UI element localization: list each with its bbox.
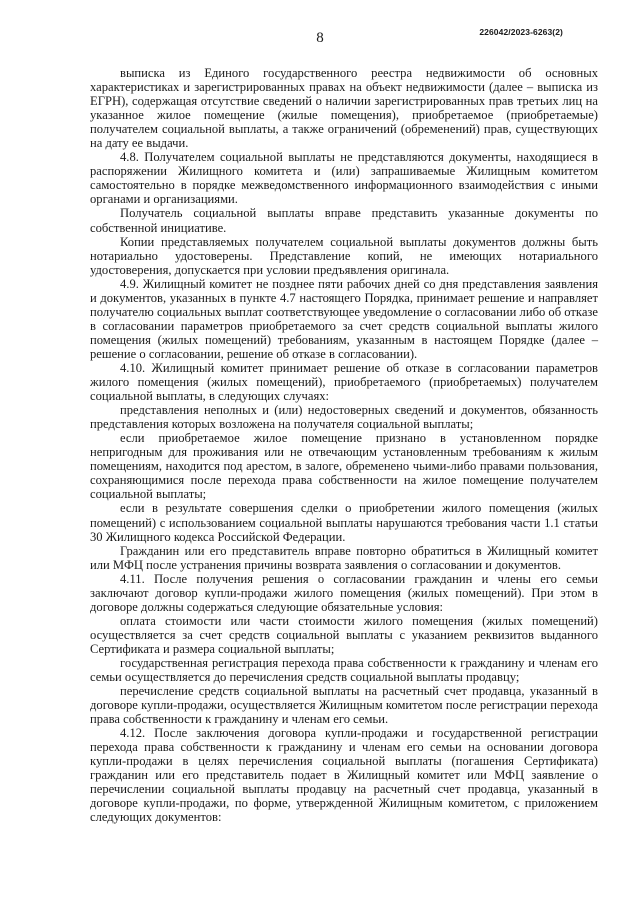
paragraph: если приобретаемое жилое помещение признано в установленном порядке непригодным для проживания или не отвечающим установленным требованиям к жилым помещениям, находится под арестом, в залоге, обременено чьими-либо правами пользования, сохраняющимися после перехода права собственности на жилое помещение получателем социальной выплаты; bbox=[90, 431, 598, 502]
paragraph: представления неполных и (или) недостоверных сведений и документов, обязанность представления которых возложена на получателя социальной выплаты; bbox=[90, 403, 598, 432]
paragraph: 4.9. Жилищный комитет не позднее пяти рабочих дней со дня представления заявления и документов, указанных в пункте 4.7 настоящего Порядка, принимает решение и направляет получателю социальных выплат соответствующее уведомление о согласовании либо об отказе в согласовании параметров приобретаемого за счет средств социальной выплаты жилого помещения (жилых помещений) требованиям, указанным в настоящем Порядке (далее – решение о согласовании, решение об отказе в согласовании). bbox=[90, 276, 598, 361]
paragraph: если в результате совершения сделки о приобретении жилого помещения (жилых помещений) с использованием социальной выплаты нарушаются требования части 1.1 статьи 30 Жилищного кодекса Российской Федерации. bbox=[90, 501, 598, 544]
paragraph: перечисление средств социальной выплаты на расчетный счет продавца, указанный в договоре купли-продажи, осуществляется Жилищным комитетом после регистрации перехода права собственности к гражданину и членам его семьи. bbox=[90, 684, 598, 727]
paragraph: 4.10. Жилищный комитет принимает решение об отказе в согласовании параметров жилого помещения (жилых помещений), приобретаемого (приобретаемых) получателем социальной выплаты, в следующих случаях: bbox=[90, 360, 598, 404]
paragraph: 4.12. После заключения договора купли-продажи и государственной регистрации перехода права собственности к гражданину и членам его семьи на основании договора купли-продажи в целях перечисления социальной выплаты (погашения Сертификата) гражданин или его представитель подает в Жилищный комитет или МФЦ заявление о перечислении социальной выплаты продавцу на расчетный счет продавца, указанный в договоре купли-продажи, по форме, утвержденной Жилищным комитетом, с приложением следующих документов: bbox=[90, 726, 598, 825]
paragraph: Получатель социальной выплаты вправе представить указанные документы по собственной инициативе. bbox=[90, 206, 598, 235]
document-body bbox=[90, 66, 598, 825]
paragraph: оплата стоимости или части стоимости жилого помещения (жилых помещений) осуществляется за счет средств социальной выплаты с указанием реквизитов выданного Сертификата и размера социальной выплаты; bbox=[90, 613, 598, 656]
paragraph: государственная регистрация перехода права собственности к гражданину и членам его семьи осуществляется до перечисления средств социальной выплаты продавцу; bbox=[90, 655, 598, 685]
paragraph: Гражданин или его представитель вправе повторно обратиться в Жилищный комитет или МФЦ после устранения причины возврата заявления о согласовании и документов. bbox=[90, 543, 598, 572]
paragraph: 4.8. Получателем социальной выплаты не представляются документы, находящиеся в распоряжении Жилищного комитета и (или) запрашиваемые Жилищным комитетом самостоятельно в порядке межведомственного информационного взаимодействия с иными органами и организациями. bbox=[90, 150, 598, 207]
paragraph: Копии представляемых получателем социальной выплаты документов должны быть нотариально удостоверены. Представление копий, не имеющих нотариального удостоверения, допускается при условии предъявления оригинала. bbox=[90, 234, 598, 277]
paragraph: выписка из Единого государственного реестра недвижимости об основных характеристиках и зарегистрированных правах на объект недвижимости (далее – выписка из ЕГРН), содержащая отсутствие сведений о наличии зарегистрированных прав третьих лиц на указанное жилое помещение (жилые помещения), приобретаемое (приобретаемые) получателем социальной выплаты, а также ограничений (обременений) прав, существующих на дату ее выдачи. bbox=[90, 66, 598, 151]
document-code: 226042/2023-6263(2) bbox=[479, 27, 563, 37]
page-number: 8 bbox=[316, 30, 324, 46]
paragraph: 4.11. После получения решения о согласовании гражданин и члены его семьи заключают договор купли-продажи жилого помещения (жилых помещений). При этом в договоре должны содержаться следующие обязательные условия: bbox=[90, 571, 598, 614]
